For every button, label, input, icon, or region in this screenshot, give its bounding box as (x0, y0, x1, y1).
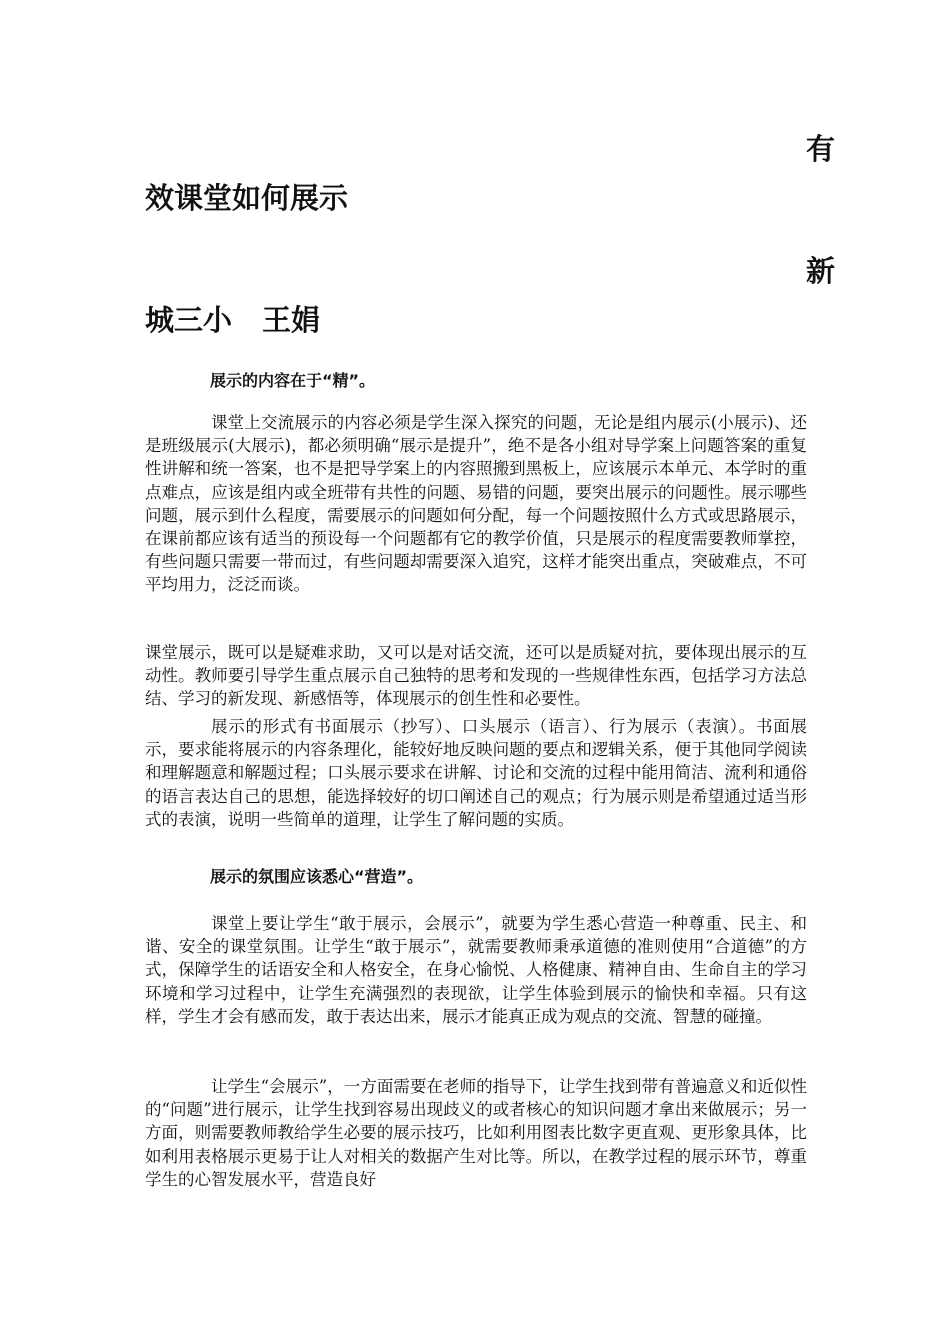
paragraph-content-1: 课堂上交流展示的内容必须是学生深入探究的问题，无论是组内展示(小展示)、还是班级展示(大展示)，都必须明确“展示是提升”，绝不是各小组对导学案上问题答案的重复性讲解和统一答案，也不是把导学案上的内容照搬到黑板上，应该展示本单元、本学时的重点难点，应该是组内或全班带有共性的问题、易错的问题，要突出展示的问题性。展示哪些问题，展示到什么程度，需要展示的问题如何分配，每一个问题按照什么方式或思路展示，在课前都应该有适当的预设每一个问题都有它的教学价值，只是展示的程度需要教师掌控，有些问题只需要一带而过，有些问题却需要深入追究，这样才能突出重点，突破难点，不可平均用力，泛泛而谈。 (145, 413, 807, 595)
section-heading-atmosphere: 展示的氛围应该悉心“营造”。 (210, 867, 424, 886)
paragraph-atmosphere-1: 课堂上要让学生“敢于展示，会展示”，就要为学生悉心营造一种尊重、民主、和谐、安全的课堂氛围。让学生“敢于展示”，就需要教师秉承道德的准则使用“合道德”的方式，保障学生的话语安全和人格安全，在身心愉悦、人格健康、精神自由、生命自主的学习环境和学习过程中，让学生充满强烈的表现欲，让学生体验到展示的愉快和幸福。只有这样，学生才会有感而发，敢于表达出来，展示才能真正成为观点的交流、智慧的碰撞。 (145, 914, 807, 1026)
paragraph-atmosphere-2: 让学生“会展示”，一方面需要在老师的指导下，让学生找到带有普遍意义和近似性的“问题”进行展示，让学生找到容易出现歧义的或者核心的知识问题才拿出来做展示；另一方面，则需要教师教给学生必要的展示技巧，比如利用图表比数字更直观、更形象具体，比如利用表格展示更易于让人对相关的数据产生对比等。所以，在教学过程的展示环节，尊重学生的心智发展水平，营造良好 (145, 1077, 807, 1189)
author-name: 王娟 (262, 303, 321, 337)
author-line-2 (145, 303, 321, 337)
paragraph-content-3: 展示的形式有书面展示（抄写）、口头展示（语言）、行为展示（表演）。书面展示，要求能将展示的内容条理化，能较好地反映问题的要点和逻辑关系，便于其他同学阅读和理解题意和解题过程；口头展示要求在讲解、讨论和交流的过程中能用简洁、流利和通俗的语言表达自己的思想，能选择较好的切口阐述自己的观点；行为展示则是希望通过适当形式的表演，说明一些简单的道理，让学生了解问题的实质。 (145, 717, 807, 829)
title-line-2: 效课堂如何展示 (145, 181, 349, 215)
section-heading-content: 展示的内容在于“精”。 (210, 371, 376, 390)
author-line-1: 新 (806, 254, 836, 288)
title-line-1: 有 (806, 132, 836, 166)
school-name: 城三小 (145, 303, 233, 337)
paragraph-content-2: 课堂展示，既可以是疑难求助，又可以是对话交流，还可以是质疑对抗，要体现出展示的互动性。教师要引导学生重点展示自己独特的思考和发现的一些规律性东西，包括学习方法总结、学习的新发现、新感悟等，体现展示的创生性和必要性。 (145, 643, 807, 709)
